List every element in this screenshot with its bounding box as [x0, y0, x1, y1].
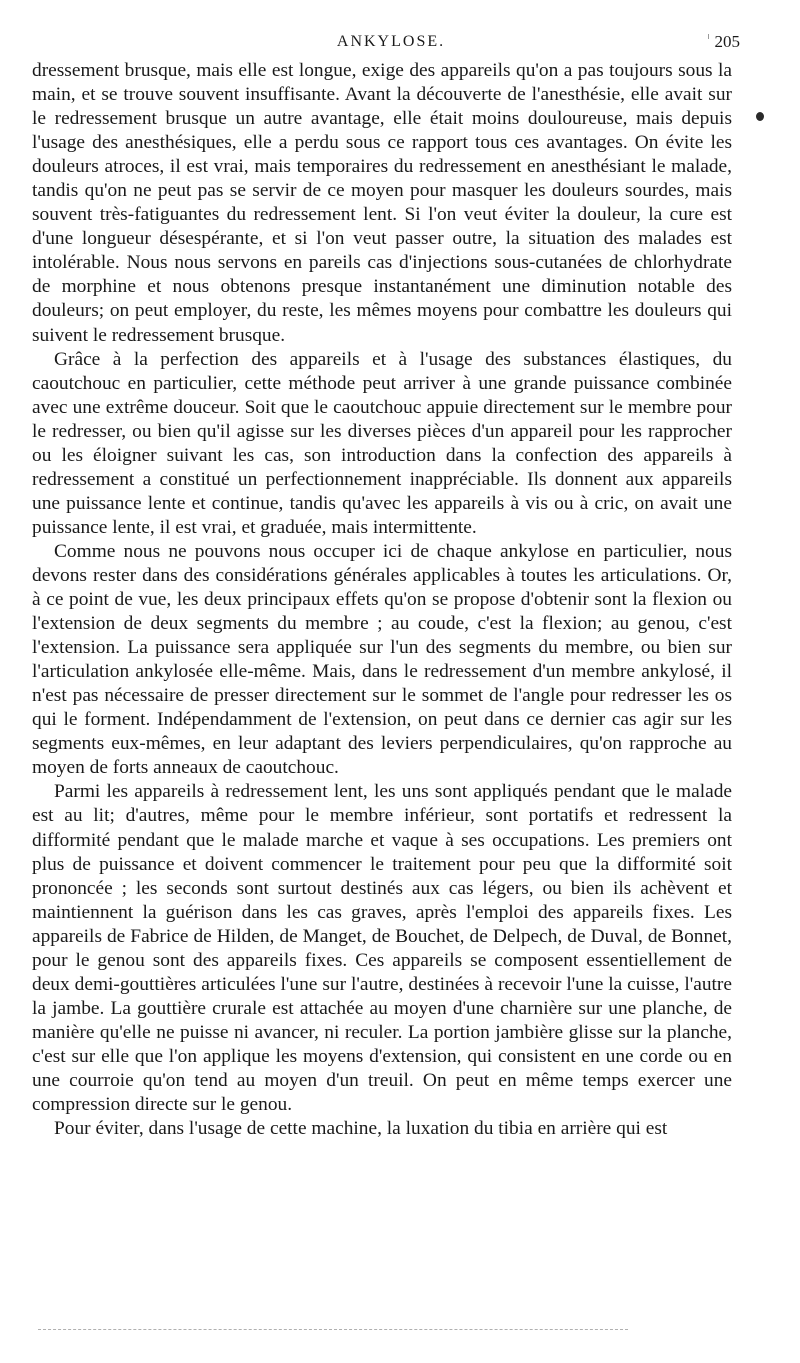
body-text [32, 59, 732, 1141]
paragraph-continued: dressement brusque, mais elle est longue, exige des appareils qu'on a pas toujours sous la main, et se trouve souvent insuffisante. Avant la découverte de l'anesthésie, elle avait sur le redressement brusque un autre avantage, elle était moins douloureuse, mais depuis l'usage des anesthésiques, elle a perdu sous ce rapport tous ces avantages. On évite les douleurs atroces, il est vrai, mais temporaires du redressement en anesthésiant le malade, tandis qu'on ne peut pas se servir de ce moyen pour masquer les douleurs sourdes, mais souvent très-fatiguantes du redressement lent. Si l'on veut éviter la douleur, la cure est d'une longueur désespérante, et si l'on veut passer outre, la situation des malades est intolérable. Nous nous servons en pareils cas d'injections sous-cutanées de chlorhydrate de morphine et nous obtenons presque instantanément une diminution notable des douleurs; on peut employer, du reste, les mêmes moyens pour combattre les douleurs qui suivent le redressement brusque. [32, 60, 732, 346]
paragraph: Comme nous ne pouvons nous occuper ici de chaque ankylose en particulier, nous devons rester dans des considérations générales applicables à toutes les articulations. Or, à ce point de vue, les deux principaux effets qu'on se propose d'obtenir sont la flexion ou l'extension de deux segments du membre ; au coude, c'est la flexion; au genou, c'est l'extension. La puissance sera appliquée sur l'un des segments du membre, ou bien sur l'articulation ankylosée elle-même. Mais, dans le redressement d'un membre ankylosé, il n'est pas nécessaire de presser directement sur le sommet de l'angle pour redresser les os qui le forment. Indépendamment de l'extension, on peut dans ce dernier cas agir sur les segments eux-mêmes, en leur adaptant des leviers perpendiculaires, qu'on rapproche au moyen de forts anneaux de caoutchouc. [32, 540, 732, 779]
running-head [32, 30, 750, 54]
paragraph: Parmi les appareils à redressement lent, les uns sont appliqués pendant que le malade est au lit; d'autres, même pour le membre inférieur, sont portatifs et redressent la difformité pendant que le malade marche et vaque à ses occupations. Les premiers ont plus de puissance et doivent commencer le traitement pour peu que la difformité soit prononcée ; les seconds sont surtout destinés aux cas légers, ou bien ils achèvent et maintiennent la guérison dans les cas graves, après l'emploi des appareils fixes. Les appareils de Fabrice de Hilden, de Manget, de Bouchet, de Delpech, de Duval, de Bonnet, pour le genou sont des appareils fixes. Ces appareils se composent essentiellement de deux demi-gouttières articulées l'une sur l'autre, destinées à recevoir l'une la cuisse, l'autre la jambe. La gouttière crurale est attachée au moyen d'une charnière sur une planche, de manière qu'elle ne puisse ni avancer, ni reculer. La portion jambière glisse sur la planche, c'est sur elle que l'on applique les moyens d'extension, qui consistent en une corde ou en une courroie qu'on tend au moyen d'un treuil. On peut en même temps exercer une compression directe sur le genou. [32, 781, 732, 1116]
paragraph: Grâce à la perfection des appareils et à l'usage des substances élastiques, du caoutchouc en particulier, cette méthode peut arriver à une grande puissance combinée avec une extrême douceur. Soit que le caoutchouc appuie directement sur le membre pour le redresser, ou bien qu'il agisse sur les diverses pièces d'un appareil pour les rapprocher ou les éloigner suivant les cas, son introduction dans la confection des appareils à redressement a constitué un perfectionnement inappréciable. Ils donnent aux appareils une puissance lente et continue, tandis qu'avec les appareils à vis ou à cric, on avait une puissance lente, il est vrai, et graduée, mais intermittente. [32, 348, 732, 538]
page-number: 205 [714, 32, 740, 51]
footer-rule [38, 1329, 628, 1331]
scan-edge-mark [708, 34, 709, 39]
paragraph: Pour éviter, dans l'usage de cette machine, la luxation du tibia en arrière qui est [54, 1118, 668, 1140]
margin-ink-spot [756, 112, 764, 121]
running-title: ANKYLOSE. [336, 33, 446, 50]
